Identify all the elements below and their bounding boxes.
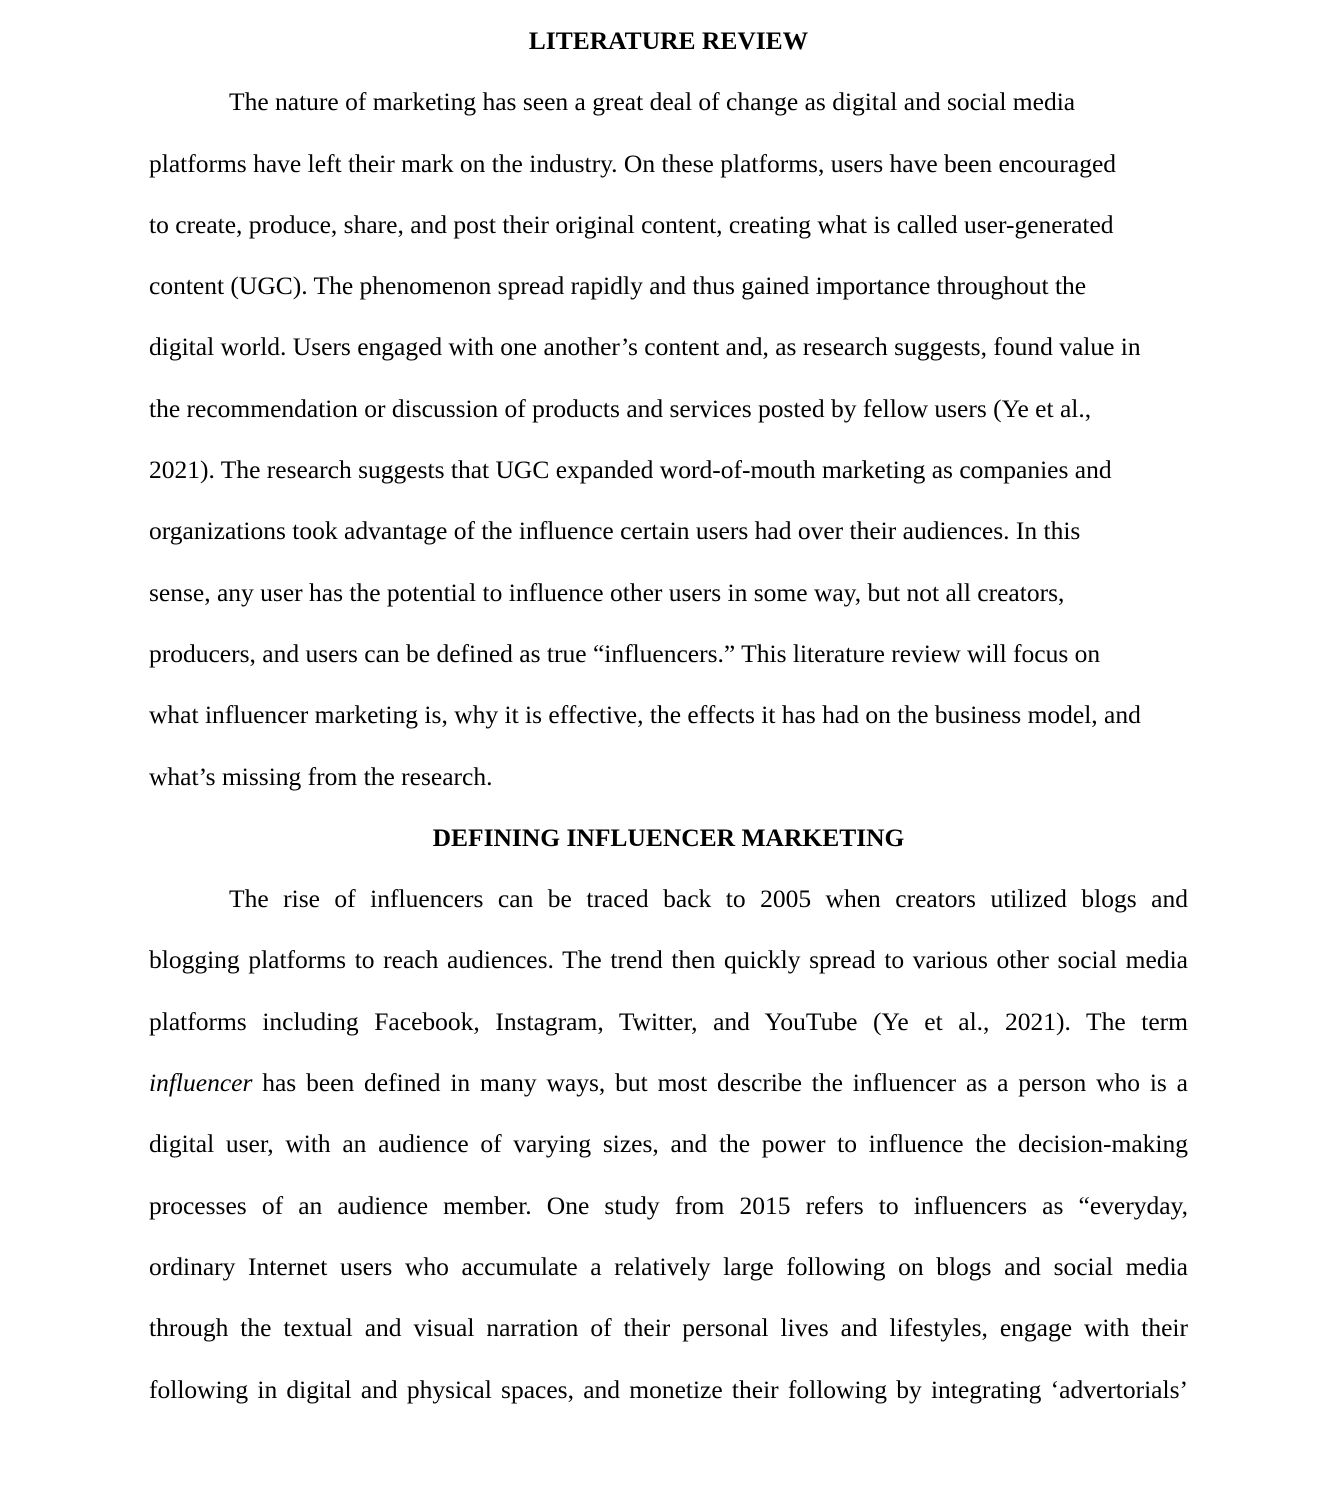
- document-page: [149, 0, 1188, 1420]
- paragraph-line: blogging platforms to reach audiences. The trend then quickly spread to various other social media: [149, 945, 1188, 975]
- paragraph-line: producers, and users can be defined as true “influencers.” This literature review will focus on: [149, 638, 1101, 668]
- paragraph-line: through the textual and visual narration of their personal lives and lifestyles, engage with their: [149, 1313, 1188, 1343]
- paragraph-line: sense, any user has the potential to influence other users in some way, but not all creators,: [149, 577, 1065, 607]
- paragraph-line: organizations took advantage of the influence certain users had over their audiences. In this: [149, 516, 1081, 546]
- paragraph-line: The rise of influencers can be traced back to 2005 when creators utilized blogs and: [229, 884, 1188, 914]
- paragraph-line: platforms including Facebook, Instagram, Twitter, and YouTube (Ye et al., 2021). The term: [149, 1006, 1188, 1036]
- paragraph-line: 2021). The research suggests that UGC expanded word-of-mouth marketing as companies and: [149, 455, 1112, 485]
- paragraph-line: what influencer marketing is, why it is effective, the effects it has had on the business model, and: [149, 700, 1141, 730]
- paragraph-line: processes of an audience member. One study from 2015 refers to influencers as “everyday,: [149, 1190, 1188, 1220]
- paragraph-line: content (UGC). The phenomenon spread rapidly and thus gained importance throughout the: [149, 271, 1087, 301]
- heading-literature-review: LITERATURE REVIEW: [528, 26, 809, 55]
- paragraph-line-with-italic: [149, 1052, 1188, 1113]
- heading-defining-influencer-marketing: DEFINING INFLUENCER MARKETING: [432, 822, 905, 852]
- paragraph-line: platforms have left their mark on the industry. On these platforms, users have been encouraged: [149, 148, 1117, 178]
- paragraph-line: The nature of marketing has seen a great deal of change as digital and social media: [229, 87, 1076, 117]
- paragraph-line: ordinary Internet users who accumulate a relatively large following on blogs and social media: [149, 1251, 1188, 1281]
- paragraph-line: to create, produce, share, and post their original content, creating what is called user-generated: [149, 209, 1114, 239]
- paragraph-defining: [149, 868, 1188, 1420]
- paragraph-line-rest: has been defined in many ways, but most describe the influencer as a person who is a: [252, 1068, 1188, 1098]
- paragraph-line: digital user, with an audience of varying sizes, and the power to influence the decision-making: [149, 1129, 1188, 1159]
- italic-term-influencer: influencer: [149, 1068, 253, 1098]
- paragraph-line: what’s missing from the research.: [149, 761, 493, 791]
- paragraph-intro: [149, 71, 1188, 807]
- paragraph-line: digital world. Users engaged with one another’s content and, as research suggests, found value in: [149, 332, 1141, 362]
- paragraph-line: the recommendation or discussion of products and services posted by fellow users (Ye et al.,: [149, 393, 1092, 423]
- paragraph-line: following in digital and physical spaces, and monetize their following by integrating ‘advertorials’: [149, 1374, 1188, 1404]
